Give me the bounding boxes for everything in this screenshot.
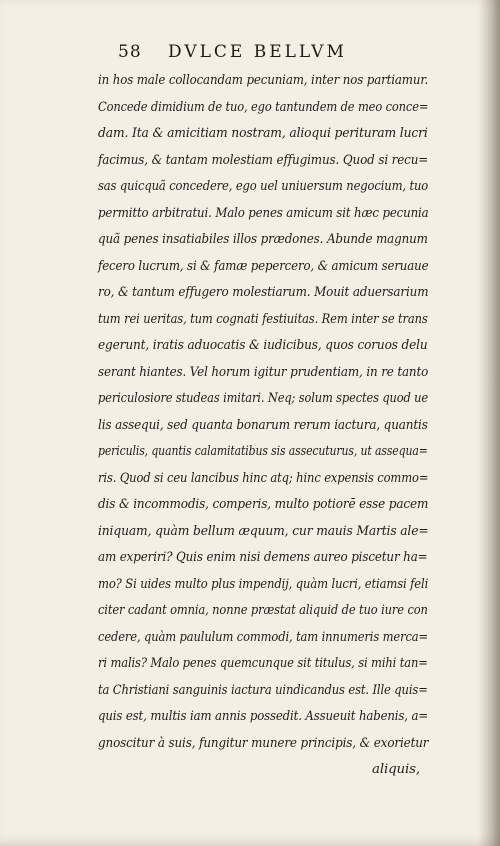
text-line: dis & incommodis, comperis, multo potiorē esse pacem xyxy=(98,497,429,512)
text-line: quis est, multis iam annis possedit. Assueuit habenis, a= xyxy=(98,709,429,724)
text-line: ris. Quod si ceu lancibus hinc atq; hinc expensis commo= xyxy=(98,470,429,486)
text-line: facimus, & tantam molestiam effugimus. Quod si recu= xyxy=(98,152,429,168)
running-head: DVLCE BELLVM xyxy=(168,42,347,62)
text-line: fecero lucrum, si & famæ pepercero, & amicum seruaue xyxy=(98,258,429,274)
text-line: tum rei ueritas, tum cognati festiuitas. Rem inter se trans xyxy=(98,311,428,327)
text-line: mo? Si uides multo plus impendij, quàm lucri, etiamsi feli xyxy=(98,576,429,592)
text-line: ri malis? Malo penes quemcunque sit titulus, si mihi tan= xyxy=(98,656,428,671)
text-line: ta Christiani sanguinis iactura uindicandus est. Ille quis= xyxy=(98,682,428,698)
body-text xyxy=(98,68,428,784)
text-line: cedere, quàm paululum commodi, tam innumeris merca= xyxy=(98,629,429,645)
catchword: aliquis, xyxy=(372,762,420,777)
text-line: egerunt, iratis aduocatis & iudicibus, quos coruos delu xyxy=(98,338,428,353)
text-line: lis assequi, sed quanta bonarum rerum iactura, quantis xyxy=(98,417,428,433)
text-line: sas quicquã concedere, ego uel uniuersum negocium, tuo xyxy=(98,179,429,194)
text-line: in hos male collocandam pecuniam, inter nos partiamur. xyxy=(98,73,429,88)
page-header xyxy=(118,42,418,64)
text-line: serant hiantes. Vel horum igitur prudentiam, in re tanto xyxy=(98,364,429,380)
text-line: periculosiore studeas imitari. Neq; solum spectes quod ue xyxy=(98,391,429,406)
text-line: iniquam, quàm bellum æquum, cur mauis Martis ale= xyxy=(98,523,429,539)
text-line: am experiri? Quis enim nisi demens aureo piscetur ha= xyxy=(98,550,428,565)
text-line: dam. Ita & amicitiam nostram, alioqui perituram lucri xyxy=(98,126,428,141)
text-line: quã penes insatiabiles illos prædones. Abunde magnum xyxy=(98,232,428,247)
text-line: gnoscitur à suis, fungitur munere principis, & exorietur xyxy=(98,735,429,751)
text-line: periculis, quantis calamitatibus sis assecuturus, ut assequa= xyxy=(98,444,428,459)
page-gutter-shadow xyxy=(478,0,500,846)
text-line: citer cadant omnia, nonne præstat aliquid de tuo iure con xyxy=(98,603,428,618)
text-line: ro, & tantum effugero molestiarum. Mouit aduersarium xyxy=(98,285,429,300)
text-line: permitto arbitratui. Malo penes amicum sit hæc pecunia xyxy=(98,205,429,221)
page-number: 58 xyxy=(118,42,142,62)
text-line: Concede dimidium de tuo, ego tantundem de meo conce= xyxy=(98,99,429,115)
